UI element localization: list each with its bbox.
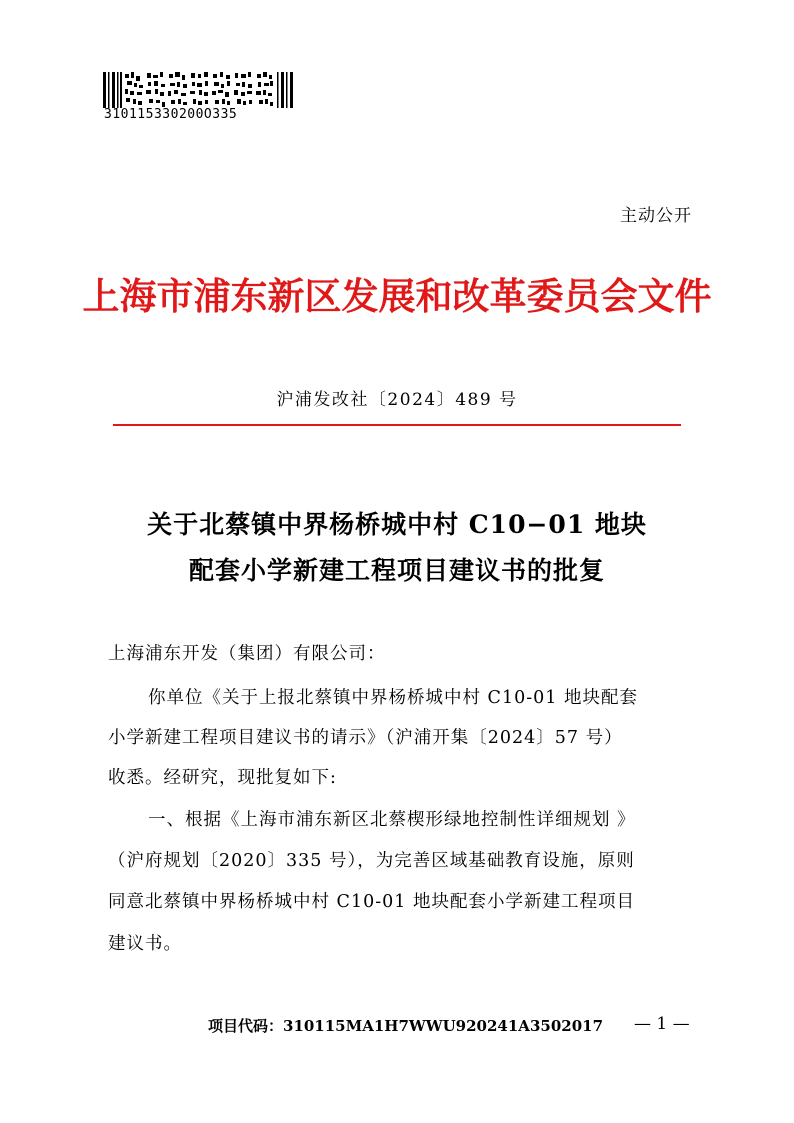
project-code: 项目代码：310115MA1H7WWU920241A3502017 bbox=[208, 1017, 604, 1035]
body-line: 你单位《关于上报北蔡镇中界杨桥城中村 C10-01 地块配套 bbox=[148, 688, 638, 708]
document-number: 沪浦发改社〔2024〕489 号 bbox=[276, 390, 518, 410]
document-title-line-2: 配套小学新建工程项目建议书的批复 bbox=[188, 556, 605, 585]
barcode-number: 310115330200O335 bbox=[104, 107, 238, 122]
body-line: 一、根据《上海市浦东新区北蔡楔形绿地控制性详细规划 》 bbox=[148, 810, 636, 830]
body-line: 建议书。 bbox=[108, 934, 182, 954]
body-line: （沪府规划〔2020〕335 号），为完善区域基础教育设施，原则 bbox=[108, 851, 635, 871]
issuer-heading: 上海市浦东新区发展和改革委员会文件 bbox=[82, 274, 712, 318]
body-line: 同意北蔡镇中界杨桥城中村 C10-01 地块配套小学新建工程项目 bbox=[108, 892, 635, 912]
red-divider bbox=[113, 424, 681, 426]
body-line: 小学新建工程项目建议书的请示》（沪浦开集〔2024〕57 号） bbox=[108, 728, 623, 748]
body-line: 收悉。经研究，现批复如下: bbox=[108, 768, 337, 788]
barcode bbox=[103, 72, 295, 108]
page-number: — 1 — bbox=[634, 1014, 690, 1034]
document-title-line-1: 关于北蔡镇中界杨桥城中村 C10−01 地块 bbox=[147, 510, 647, 539]
disclosure-label: 主动公开 bbox=[620, 206, 692, 226]
addressee: 上海浦东开发（集团）有限公司： bbox=[108, 644, 386, 664]
